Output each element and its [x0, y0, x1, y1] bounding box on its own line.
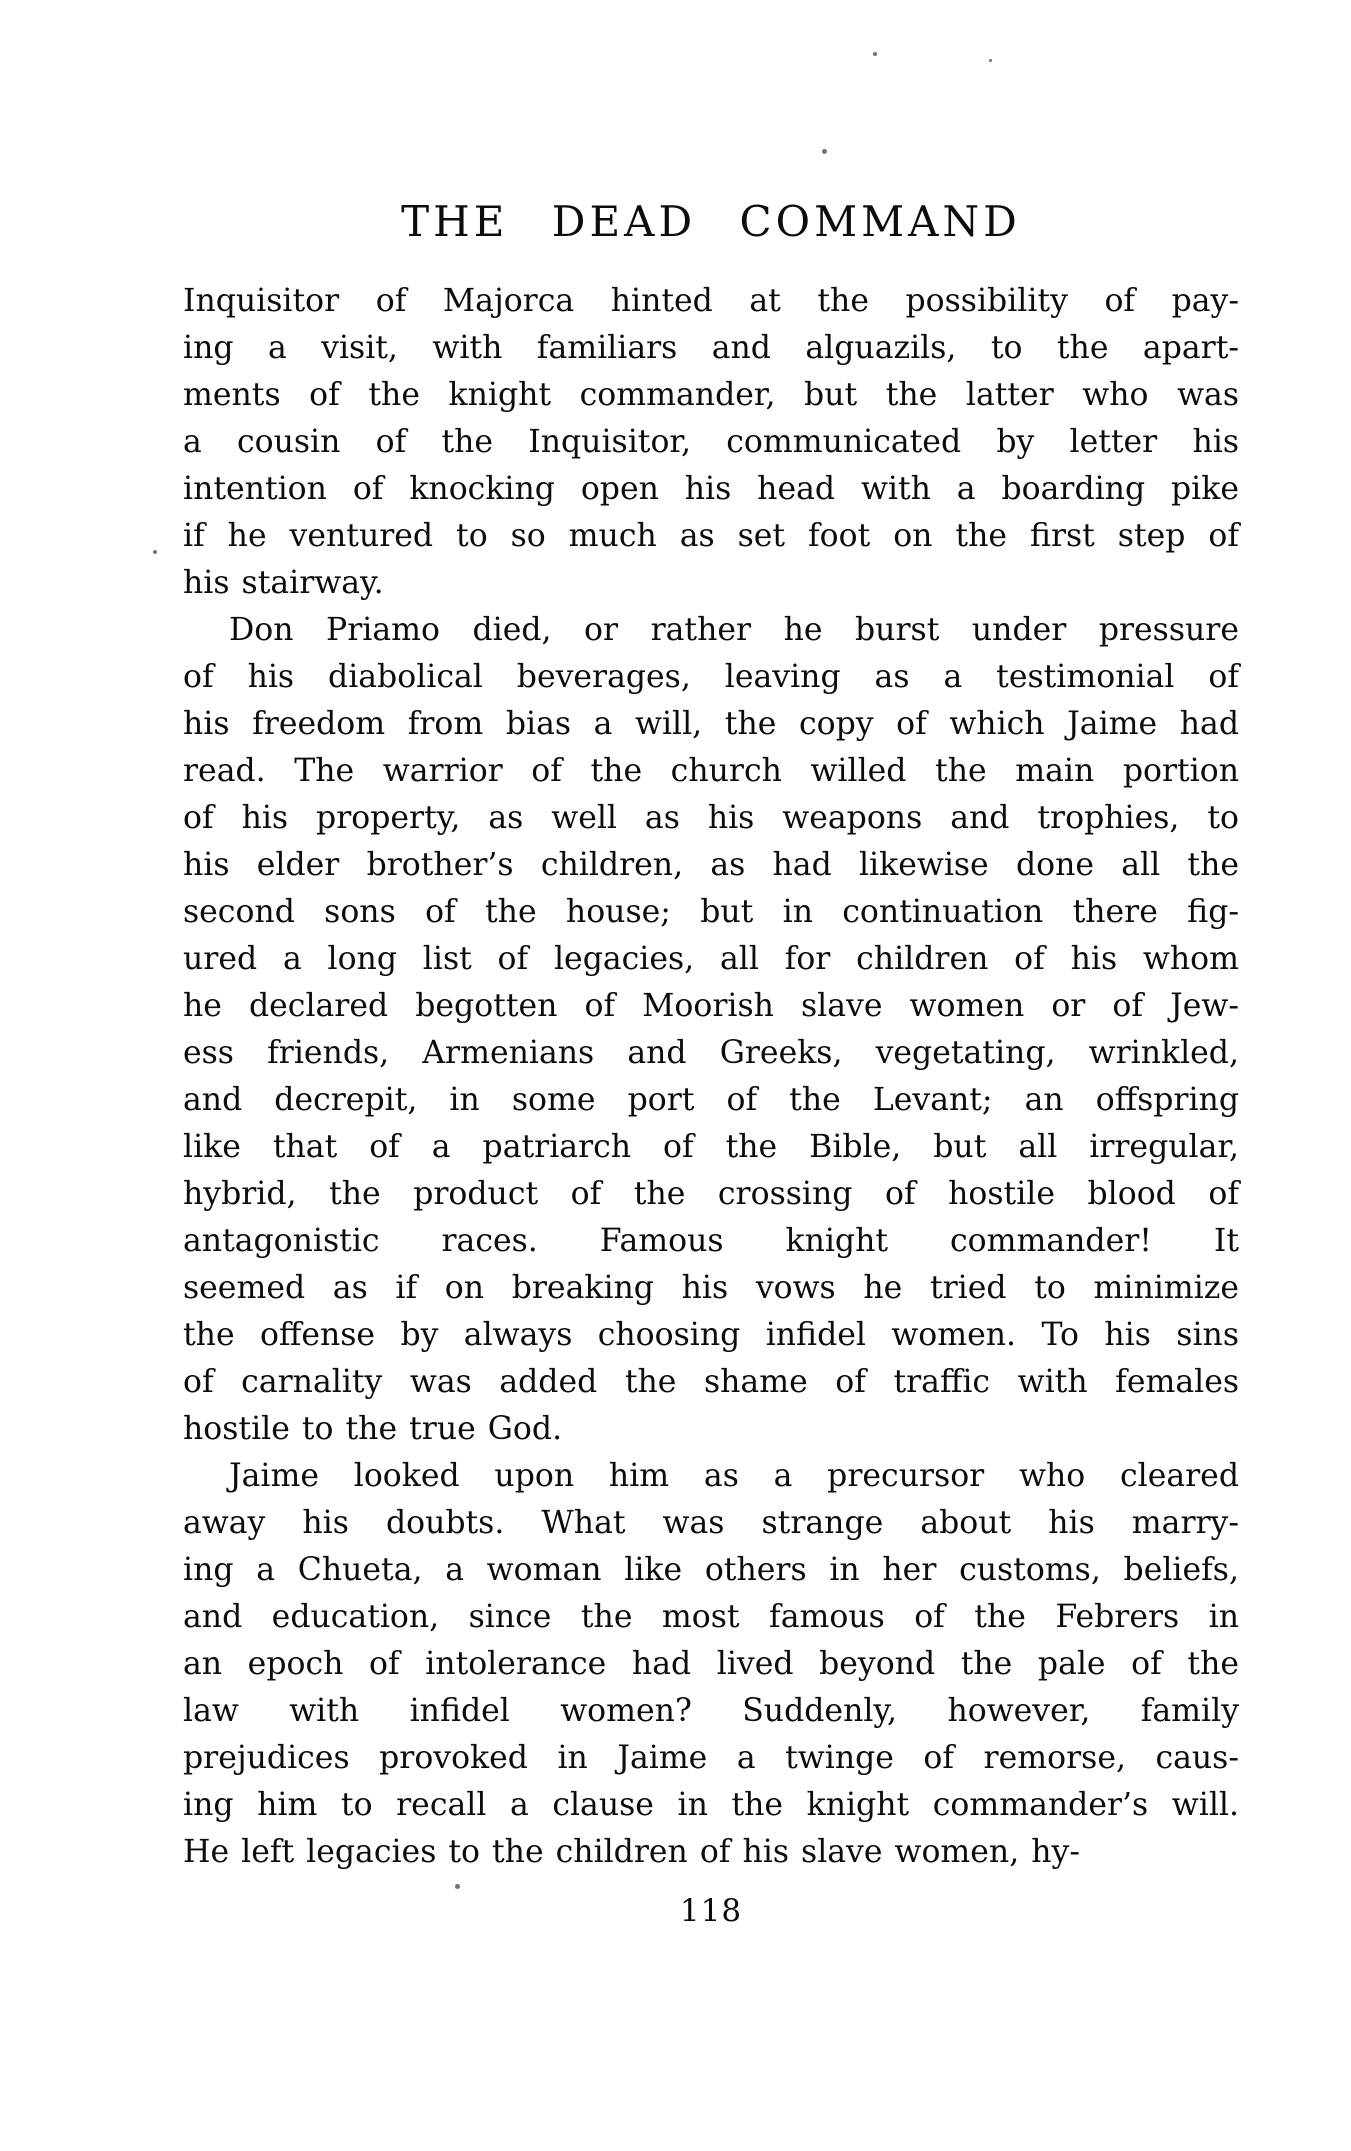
text-block	[183, 278, 1239, 1876]
text-line: He left legacies to the children of his slave women, hy-	[183, 1834, 1080, 1870]
text-line: his elder brother’s children, as had likewise done all the	[183, 847, 1239, 883]
text-line: and decrepit, in some port of the Levant; an offspring	[183, 1082, 1239, 1118]
text-line: an epoch of intolerance had lived beyond the pale of the	[183, 1646, 1239, 1682]
text-line: like that of a patriarch of the Bible, but all irregular,	[183, 1129, 1239, 1165]
text-line: of his diabolical beverages, leaving as a testimonial of	[183, 659, 1239, 695]
scan-speck	[822, 149, 827, 154]
scan-speck	[455, 1884, 460, 1889]
paragraph	[183, 1453, 1239, 1876]
text-line: of his property, as well as his weapons and trophies, to	[183, 800, 1239, 836]
text-line: ing a Chueta, a woman like others in her customs, beliefs,	[183, 1552, 1239, 1588]
text-line: if he ventured to so much as set foot on the first step of	[183, 518, 1239, 554]
text-line: ing a visit, with familiars and alguazils, to the apart-	[183, 330, 1239, 366]
paragraph	[183, 278, 1239, 607]
scan-speck	[873, 52, 877, 56]
page-number: 118	[679, 1893, 743, 1929]
text-line: of carnality was added the shame of traffic with females	[183, 1364, 1239, 1400]
text-line: read. The warrior of the church willed the main portion	[183, 753, 1239, 789]
page-title: THE DEAD COMMAND	[401, 197, 1021, 246]
text-line: prejudices provoked in Jaime a twinge of remorse, caus-	[183, 1740, 1239, 1776]
text-line: away his doubts. What was strange about his marry-	[183, 1505, 1239, 1541]
text-line: ing him to recall a clause in the knight commander’s will.	[183, 1787, 1239, 1823]
text-line: ments of the knight commander, but the latter who was	[183, 377, 1239, 413]
text-line: Don Priamo died, or rather he burst under pressure	[229, 612, 1239, 648]
text-line: ess friends, Armenians and Greeks, vegetating, wrinkled,	[183, 1035, 1239, 1071]
text-line: ured a long list of legacies, all for children of his whom	[183, 941, 1239, 977]
text-line: the offense by always choosing infidel women. To his sins	[183, 1317, 1239, 1353]
text-line: he declared begotten of Moorish slave women or of Jew-	[183, 988, 1239, 1024]
text-column	[183, 196, 1239, 1935]
text-line: Inquisitor of Majorca hinted at the possibility of pay-	[183, 283, 1239, 319]
text-line: antagonistic races. Famous knight commander! It	[183, 1223, 1239, 1259]
text-line: second sons of the house; but in continuation there fig-	[183, 894, 1239, 930]
text-line: his freedom from bias a will, the copy of which Jaime had	[183, 706, 1239, 742]
scan-speck	[989, 59, 992, 62]
text-line: and education, since the most famous of the Febrers in	[183, 1599, 1239, 1635]
text-line: hostile to the true God.	[183, 1411, 563, 1447]
text-line: Jaime looked upon him as a precursor who cleared	[229, 1458, 1239, 1494]
text-line: intention of knocking open his head with a boarding pike	[183, 471, 1239, 507]
text-line: seemed as if on breaking his vows he tried to minimize	[183, 1270, 1239, 1306]
scan-speck	[153, 550, 157, 554]
paragraph	[183, 607, 1239, 1453]
text-line: hybrid, the product of the crossing of hostile blood of	[183, 1176, 1239, 1212]
text-line: law with infidel women? Suddenly, however, family	[183, 1693, 1239, 1729]
text-line: a cousin of the Inquisitor, communicated by letter his	[183, 424, 1239, 460]
text-line: his stairway.	[183, 565, 384, 601]
